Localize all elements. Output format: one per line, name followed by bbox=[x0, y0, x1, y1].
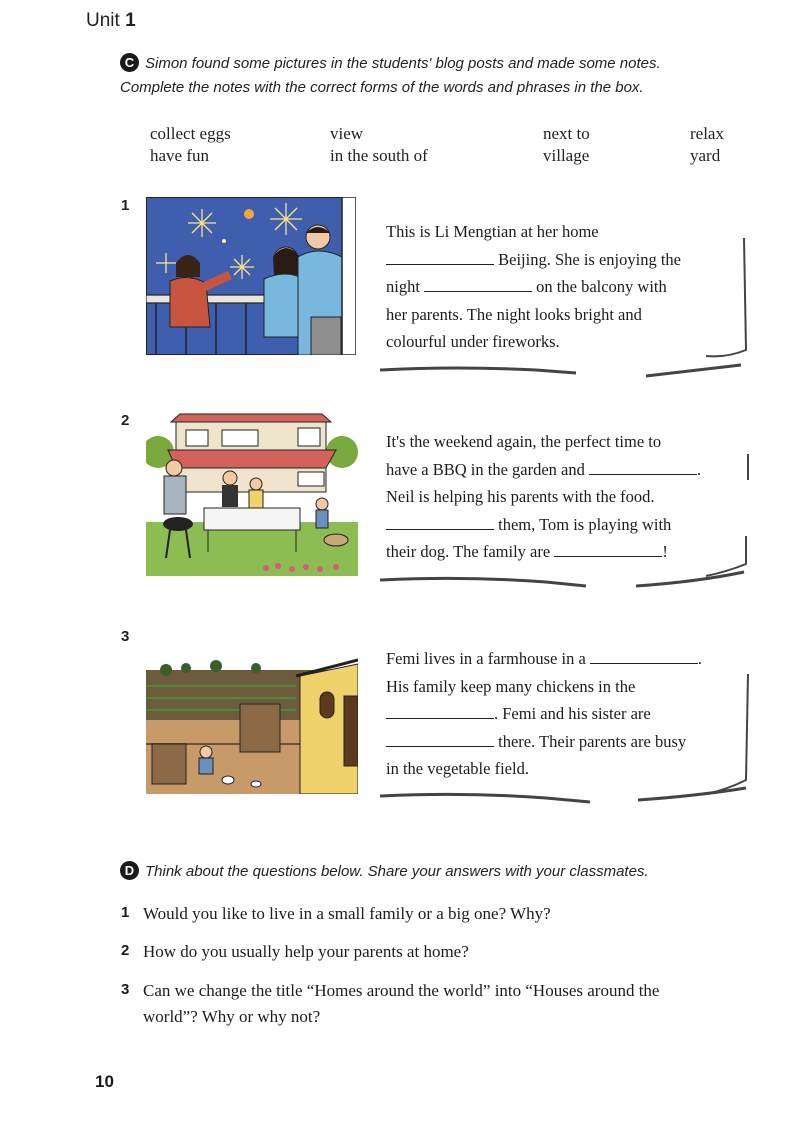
text-line: Neil is helping his parents with the food. bbox=[386, 487, 655, 506]
text-line: on the balcony with bbox=[536, 277, 667, 296]
text-line: His family keep many chickens in the bbox=[386, 676, 636, 696]
question-line: Can we change the title “Homes around the world” into “Houses around the bbox=[143, 981, 660, 1000]
word-box-item: in the south of bbox=[330, 146, 428, 165]
text-line: in the vegetable field. bbox=[386, 759, 529, 778]
word-box-item: yard bbox=[690, 146, 721, 165]
text-line: there. Their parents are busy bbox=[498, 731, 687, 751]
text-line: her parents. The night looks bright and bbox=[386, 304, 642, 324]
garden-bbq-illustration bbox=[146, 412, 358, 576]
text-line: . bbox=[697, 649, 703, 668]
question-text: How do you usually help your parents at home? bbox=[143, 942, 469, 961]
text-line: . Femi and his sister are bbox=[494, 704, 651, 723]
item-number: 1 bbox=[121, 197, 130, 214]
text-line: them, Tom is playing with bbox=[498, 514, 672, 534]
text-line: . bbox=[696, 459, 702, 479]
word-box-item: village bbox=[543, 146, 590, 165]
torn-note-edge bbox=[376, 230, 756, 380]
text-line: night bbox=[386, 277, 420, 296]
instruction-line2: Complete the notes with the correct forms of the words and phrases in the box. bbox=[120, 79, 644, 96]
page-number: 10 bbox=[95, 1072, 114, 1091]
instruction-line1: Simon found some pictures in the students' blog posts and made some notes. bbox=[145, 55, 661, 72]
question-item bbox=[121, 981, 129, 999]
question-line: world”? Why or why not? bbox=[143, 1007, 321, 1026]
section-d-instruction-text: Think about the questions below. Share your answers with your classmates. bbox=[145, 863, 649, 880]
question-item bbox=[121, 942, 129, 960]
question-number: 1 bbox=[121, 904, 130, 921]
unit-label: Unit bbox=[86, 10, 120, 31]
question-text bbox=[143, 978, 763, 1030]
text-line: This is Li Mengtian at her home bbox=[386, 222, 599, 241]
section-c-badge: C bbox=[120, 53, 139, 72]
word-box-item: have fun bbox=[150, 146, 210, 165]
question-number: 3 bbox=[121, 981, 130, 998]
text-line: their dog. The family are bbox=[386, 542, 551, 561]
question-number: 2 bbox=[121, 942, 130, 959]
word-box-item: relax bbox=[690, 124, 724, 143]
section-d-instruction bbox=[120, 860, 760, 884]
fireworks-balcony-illustration bbox=[146, 197, 356, 355]
section-c-instruction bbox=[120, 52, 760, 100]
farmhouse-village-illustration bbox=[146, 656, 358, 794]
text-line: have a BBQ in the garden and bbox=[386, 459, 585, 479]
text-line: ! bbox=[662, 542, 668, 561]
text-line: colourful under fireworks. bbox=[386, 332, 560, 351]
unit-number: 1 bbox=[125, 10, 136, 31]
text-line: It's the weekend again, the perfect time to bbox=[386, 432, 662, 451]
item-number: 2 bbox=[121, 412, 130, 429]
word-box-item: collect eggs bbox=[150, 124, 231, 143]
word-box-item: next to bbox=[543, 124, 590, 143]
text-line: Beijing. She is enjoying the bbox=[498, 249, 681, 269]
torn-note-edge bbox=[376, 660, 756, 810]
text-line: Femi lives in a farmhouse in a bbox=[386, 649, 586, 668]
unit-heading bbox=[86, 10, 136, 32]
section-d-badge: D bbox=[120, 861, 139, 880]
item-number: 3 bbox=[121, 628, 130, 645]
torn-note-edge bbox=[376, 440, 756, 600]
question-item bbox=[121, 904, 129, 922]
question-text: Would you like to live in a small family or a big one? Why? bbox=[143, 904, 551, 923]
word-box-item: view bbox=[330, 124, 364, 143]
